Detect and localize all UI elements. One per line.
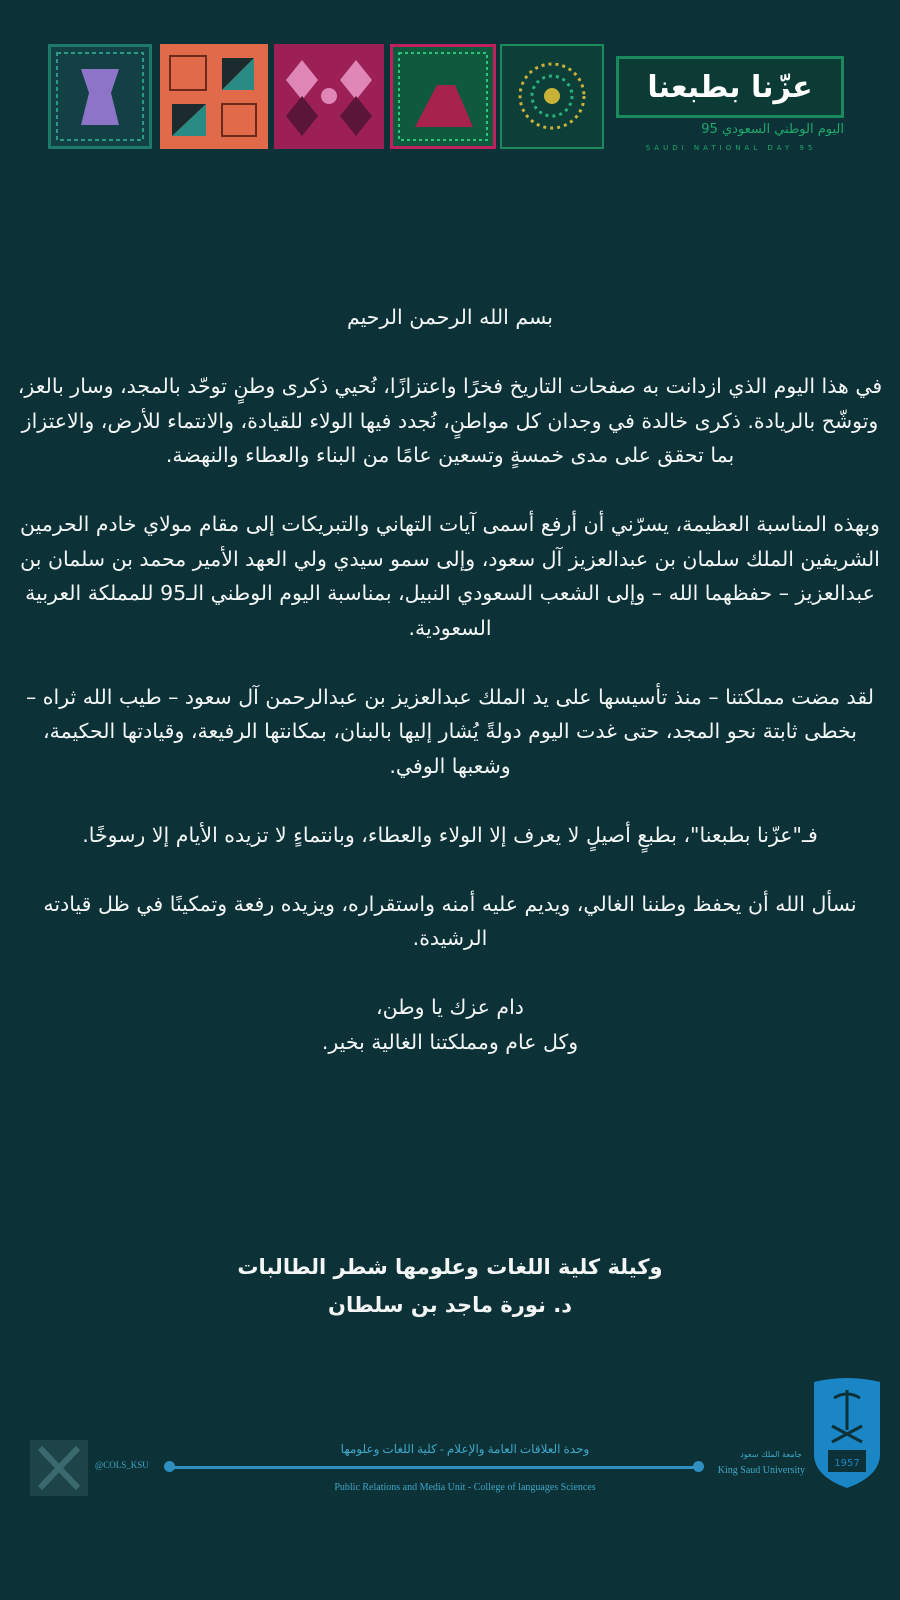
diamonds-pattern-icon [274,44,384,149]
triangles-pattern-icon [160,44,268,149]
pattern-tile-triangles [160,44,268,149]
footer-divider [170,1466,698,1469]
paragraph-2: وبهذه المناسبة العظيمة، يسرّني أن أرفع أسمى آيات التهاني والتبريكات إلى مقام مولاي خادم الحرمين الشريفين الملك سلمان بن عبدالعزيز آل سعود، وإلى سمو سيدي ولي العهد الأمير محمد بن سلمان بن عبدالعزيز – حفظهما الله – وإلى الشعب السعودي النبيل، بمناسبة اليوم الوطني الـ95 للمملكة العربية السعودية. [20,512,880,640]
paragraph-3: لقد مضت مملكتنا – منذ تأسيسها على يد الملك عبدالعزيز بن عبدالرحمن آل سعود – طيب الله ثراه – بخطى ثابتة نحو المجد، حتى غدت اليوم دولةً يُشار إليها بالبنان، بمكانتها الرفيعة، وقيادتها الحكيمة، وشعبها الوفي. [26,684,874,778]
ksu-year: 1957 [834,1458,860,1469]
university-name-arabic: جامعة الملك سعود [740,1450,802,1459]
university-name-english: King Saud University [717,1465,805,1476]
letter-body [16,300,884,1059]
star-pattern-icon [502,46,602,147]
signature-block [0,1248,900,1324]
footer [0,1370,900,1500]
closing-line-2: وكل عام ومملكتنا الغالية بخير. [321,1029,579,1054]
pattern-tile-diamonds [274,44,384,149]
pattern-tile-vase [48,44,152,149]
logo-subtitle: اليوم الوطني السعودي 95 [701,122,844,137]
mountain-pattern-icon [393,47,493,146]
x-logo-icon[interactable] [30,1440,88,1496]
national-day-logo [616,56,844,118]
basmala: بسم الله الرحمن الرحيم [346,305,554,329]
vase-pattern-icon [51,47,149,146]
pattern-tile-mountain [390,44,496,149]
ksu-shield-icon [810,1376,884,1490]
closing-line-1: دام عزك يا وطن، [376,995,524,1019]
paragraph-5: نسأل الله أن يحفظ وطننا الغالي، ويديم عليه أمنه واستقراره، ويزيده رفعة وتمكينًا في ظل قيادته الرشيدة. [43,891,857,950]
unit-name-arabic: وحدة العلاقات العامة والإعلام - كلية اللغات وعلومها [340,1442,590,1456]
logo-english: SAUDI NATIONAL DAY 95 [645,144,817,152]
paragraph-1: في هذا اليوم الذي ازدانت به صفحات التاريخ فخرًا واعتزازًا، نُحيي ذكرى وطنٍ توحّد بالمجد، وسار بالعز، وتوشّح بالريادة. ذكرى خالدة في وجدان كل مواطنٍ، نُجدد فيها الولاء للقيادة، والانتماء للأرض، والاعتزاز بما تحقق على مدى خمسةٍ وتسعين عامًا من البناء والعطاء والنهضة. [17,374,883,467]
header-banner [48,40,860,160]
logo-title: عزّنا بطبعنا [647,69,813,105]
social-handle[interactable]: @COLS_KSU [95,1460,149,1470]
divider-dot-left [164,1461,175,1472]
signature-name: د. نورة ماجد بن سلطان [328,1293,572,1317]
signature-title: وكيلة كلية اللغات وعلومها شطر الطالبات [237,1255,663,1279]
pattern-tile-star [500,44,604,149]
paragraph-4: فـ"عزّنا بطبعنا"، بطبعٍ أصيلٍ لا يعرف إلا الولاء والعطاء، وبانتماءٍ لا تزيده الأيام إلا رسوخًا. [82,822,818,847]
unit-name-english: Public Relations and Media Unit - College of languages Sciences [334,1482,596,1493]
